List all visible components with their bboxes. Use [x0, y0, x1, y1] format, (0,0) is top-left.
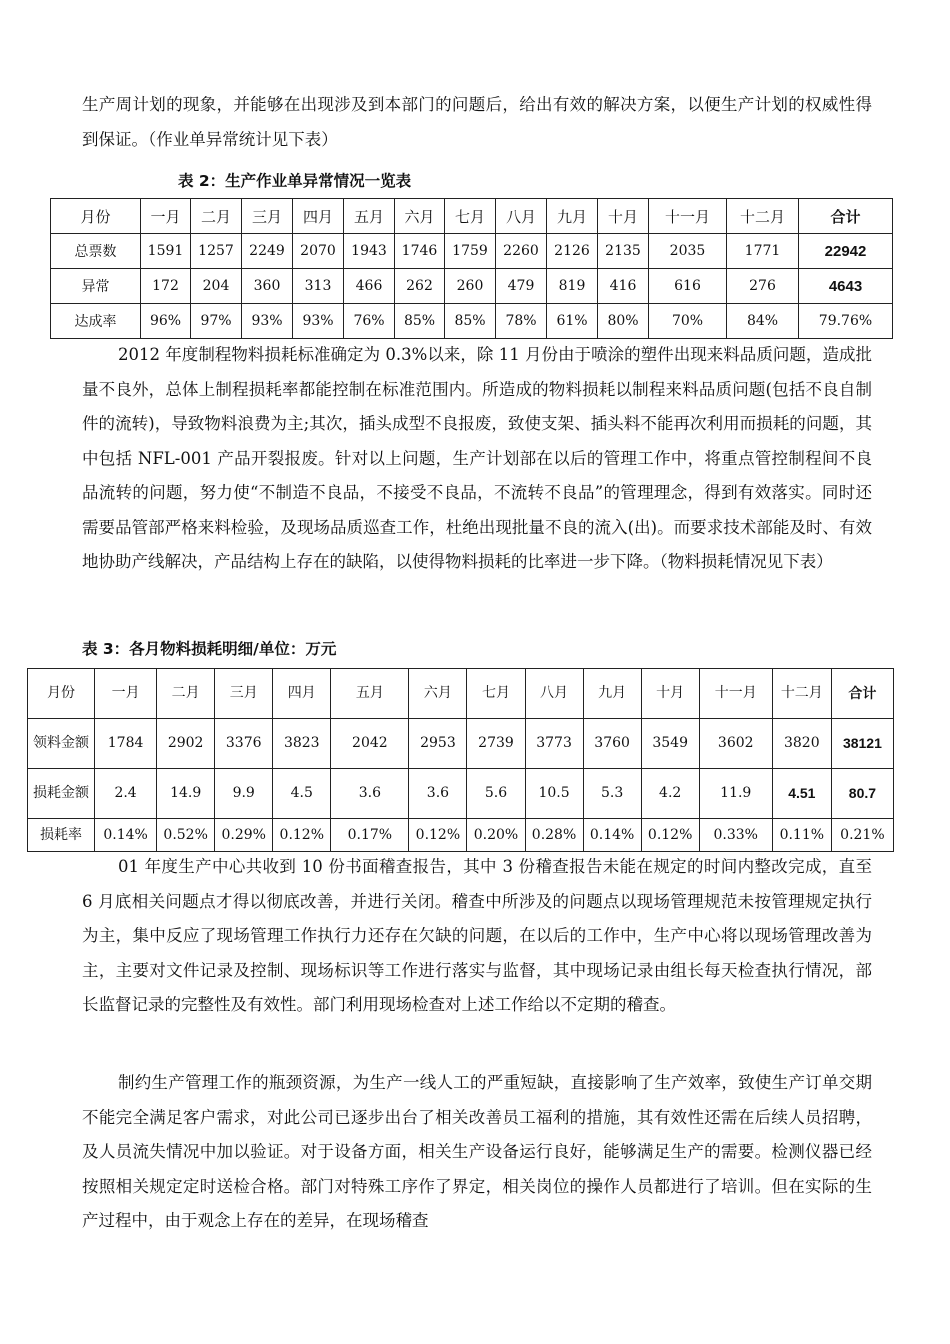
table3-cell: 38121 [831, 719, 893, 769]
table2-cell: 466 [344, 269, 395, 304]
table2-row [51, 304, 893, 339]
table3-cell: 3602 [699, 719, 772, 769]
table3-cell: 0.33% [699, 819, 772, 852]
table3-cell: 3820 [772, 719, 831, 769]
table2-row [51, 199, 893, 234]
table2-header-cell: 六月 [395, 199, 445, 234]
table2-header-cell: 月份 [51, 199, 141, 234]
table3-header-cell: 十一月 [699, 669, 772, 719]
table3-row [28, 669, 894, 719]
table3-cell: 3376 [215, 719, 273, 769]
table3-cell: 0.29% [215, 819, 273, 852]
table2-cell: 2249 [242, 234, 293, 269]
table3-cell: 2902 [157, 719, 215, 769]
table2-header-cell: 四月 [293, 199, 344, 234]
table2-cell: 79.76% [799, 304, 893, 339]
table3-header-cell: 合计 [831, 669, 893, 719]
table3-header-cell: 二月 [157, 669, 215, 719]
paragraph-top: 生产周计划的现象，并能够在出现涉及到本部门的问题后，给出有效的解决方案，以便生产计划的权威性得到保证。（作业单异常统计见下表） [82, 95, 872, 149]
table3-cell: 1784 [95, 719, 157, 769]
table2-cell: 172 [141, 269, 191, 304]
table3-cell: 80.7 [831, 769, 893, 819]
table2-cell: 2135 [598, 234, 649, 269]
table2-cell: 2260 [496, 234, 547, 269]
table3-header-cell: 八月 [525, 669, 583, 719]
table3-header-cell: 六月 [409, 669, 467, 719]
table2-cell: 70% [649, 304, 727, 339]
paragraph-bottleneck: 制约生产管理工作的瓶颈资源，为生产一线人工的严重短缺，直接影响了生产效率，致使生产订单交期不能完全满足客户需求，对此公司已逐步出台了相关改善员工福利的措施，其有效性还需在后续人员招聘，及人员流失情况中加以验证。对于设备方面，相关生产设备运行良好，能够满足生产的需要。检测仪器已经按照相关规定定时送检合格。部门对特殊工序作了界定，相关岗位的操作人员都进行了培训。但在实际的生产过程中，由于观念上存在的差异，在现场稽查 [82, 1073, 872, 1230]
table3-header-cell: 三月 [215, 669, 273, 719]
table3-cell: 0.20% [467, 819, 525, 852]
table2-cell: 819 [547, 269, 598, 304]
table2-header-cell: 五月 [344, 199, 395, 234]
table3-row [28, 769, 894, 819]
table2-cell: 76% [344, 304, 395, 339]
table2-header-cell: 合计 [799, 199, 893, 234]
table3-cell: 0.12% [273, 819, 331, 852]
table3-header-cell: 四月 [273, 669, 331, 719]
table2-cell: 416 [598, 269, 649, 304]
table2-cell: 97% [191, 304, 242, 339]
table2-cell: 22942 [799, 234, 893, 269]
table3-cell: 3773 [525, 719, 583, 769]
table2-cell: 93% [242, 304, 293, 339]
table2-cell: 276 [727, 269, 799, 304]
table3-cell: 0.52% [157, 819, 215, 852]
table2-header-cell: 九月 [547, 199, 598, 234]
table3-cell: 4.5 [273, 769, 331, 819]
table3-cell: 0.21% [831, 819, 893, 852]
table3-cell: 5.6 [467, 769, 525, 819]
table2-cell: 260 [445, 269, 496, 304]
table3-header-cell: 九月 [583, 669, 641, 719]
table3-cell: 11.9 [699, 769, 772, 819]
table2-cell: 360 [242, 269, 293, 304]
table3-header-cell: 月份 [28, 669, 95, 719]
table2-cell: 80% [598, 304, 649, 339]
table2-cell: 2070 [293, 234, 344, 269]
table2-cell: 85% [445, 304, 496, 339]
table2-cell: 2035 [649, 234, 727, 269]
table3-cell: 14.9 [157, 769, 215, 819]
table2-header-cell: 十一月 [649, 199, 727, 234]
table3-cell: 损耗率 [28, 819, 95, 852]
table2-cell: 总票数 [51, 234, 141, 269]
table3-row [28, 819, 894, 852]
table3-cell: 3549 [641, 719, 699, 769]
table3-cell: 0.14% [583, 819, 641, 852]
table2-cell: 61% [547, 304, 598, 339]
table2-row [51, 234, 893, 269]
table3-cell: 2953 [409, 719, 467, 769]
table3-cell: 3823 [273, 719, 331, 769]
table2-cell: 616 [649, 269, 727, 304]
table2-row [51, 269, 893, 304]
table3-cell: 0.17% [331, 819, 409, 852]
table3-cell: 0.14% [95, 819, 157, 852]
table2-cell: 313 [293, 269, 344, 304]
table3-cell: 领料金额 [28, 719, 95, 769]
table3-cell: 3.6 [331, 769, 409, 819]
paragraph-material-loss: 2012 年度制程物料损耗标准确定为 0.3%以来，除 11 月份由于喷涂的塑件出现来料品质问题，造成批量不良外，总体上制程损耗率都能控制在标准范围内。所造成的物料损耗以制程来料品质问题(包括不良自制件的流转)，导致物料浪费为主;其次，插头成型不良报废，致使支架、插头料不能再次利用而损耗的问题，其中包括 NFL-001 产品开裂报废。针对以上问题，生产计划部在以后的管理工作中，将重点管控制程间不良品流转的问题，努力使“不制造不良品，不接受不良品，不流转不良品”的管理理念，得到有效落实。同时还需要品管部严格来料检验，及现场品质巡查工作，杜绝出现批量不良的流入(出)。而要求技术部能及时、有效地协助产线解决，产品结构上存在的缺陷，以使得物料损耗的比率进一步下降。（物料损耗情况见下表） [82, 345, 872, 571]
table3-cell: 5.3 [583, 769, 641, 819]
table2-header-cell: 七月 [445, 199, 496, 234]
table2-cell: 204 [191, 269, 242, 304]
table2-header-cell: 八月 [496, 199, 547, 234]
table3-cell: 4.51 [772, 769, 831, 819]
table2 [50, 198, 893, 339]
table3-cell: 3.6 [409, 769, 467, 819]
table3-cell: 9.9 [215, 769, 273, 819]
table3-cell: 3760 [583, 719, 641, 769]
table2-header-cell: 十月 [598, 199, 649, 234]
table3-cell: 2739 [467, 719, 525, 769]
table2-cell: 262 [395, 269, 445, 304]
table3-header-cell: 一月 [95, 669, 157, 719]
table3-cell: 0.28% [525, 819, 583, 852]
table3-header-cell: 七月 [467, 669, 525, 719]
table2-cell: 4643 [799, 269, 893, 304]
table2-cell: 84% [727, 304, 799, 339]
paragraph-audit: 01 年度生产中心共收到 10 份书面稽查报告，其中 3 份稽查报告未能在规定的时间内整改完成，直至 6 月底相关问题点才得以彻底改善，并进行关闭。稽查中所涉及的问题点以现场管理规范未按管理规定执行为主，集中反应了现场管理工作执行力还存在欠缺的问题，在以后的工作中，生产中心将以现场管理改善为主，主要对文件记录及控制、现场标识等工作进行落实与监督，其中现场记录由组长每天检查执行情况，部长监督记录的完整性及有效性。部门利用现场检查对上述工作给以不定期的稽查。 [82, 857, 872, 1014]
table3-cell: 2042 [331, 719, 409, 769]
table3-cell: 损耗金额 [28, 769, 95, 819]
table3 [27, 668, 894, 852]
table3-header-cell: 十二月 [772, 669, 831, 719]
table2-cell: 78% [496, 304, 547, 339]
table2-header-cell: 十二月 [727, 199, 799, 234]
table2-header-cell: 三月 [242, 199, 293, 234]
table2-cell: 479 [496, 269, 547, 304]
table3-cell: 0.12% [409, 819, 467, 852]
table2-cell: 1759 [445, 234, 496, 269]
table3-cell: 2.4 [95, 769, 157, 819]
table2-header-cell: 二月 [191, 199, 242, 234]
table3-cell: 0.12% [641, 819, 699, 852]
table2-cell: 1771 [727, 234, 799, 269]
table2-cell: 1943 [344, 234, 395, 269]
table2-cell: 异常 [51, 269, 141, 304]
table2-cell: 93% [293, 304, 344, 339]
table3-caption: 表 3：各月物料损耗明细/单位：万元 [82, 640, 337, 658]
table3-row [28, 719, 894, 769]
table3-header-cell: 五月 [331, 669, 409, 719]
table2-cell: 2126 [547, 234, 598, 269]
table2-cell: 96% [141, 304, 191, 339]
table2-cell: 1257 [191, 234, 242, 269]
table2-cell: 85% [395, 304, 445, 339]
table3-cell: 10.5 [525, 769, 583, 819]
table2-cell: 达成率 [51, 304, 141, 339]
table2-header-cell: 一月 [141, 199, 191, 234]
table2-cell: 1591 [141, 234, 191, 269]
table2-cell: 1746 [395, 234, 445, 269]
table3-cell: 4.2 [641, 769, 699, 819]
table3-cell: 0.11% [772, 819, 831, 852]
table3-header-cell: 十月 [641, 669, 699, 719]
table2-caption: 表 2：生产作业单异常情况一览表 [178, 172, 412, 190]
